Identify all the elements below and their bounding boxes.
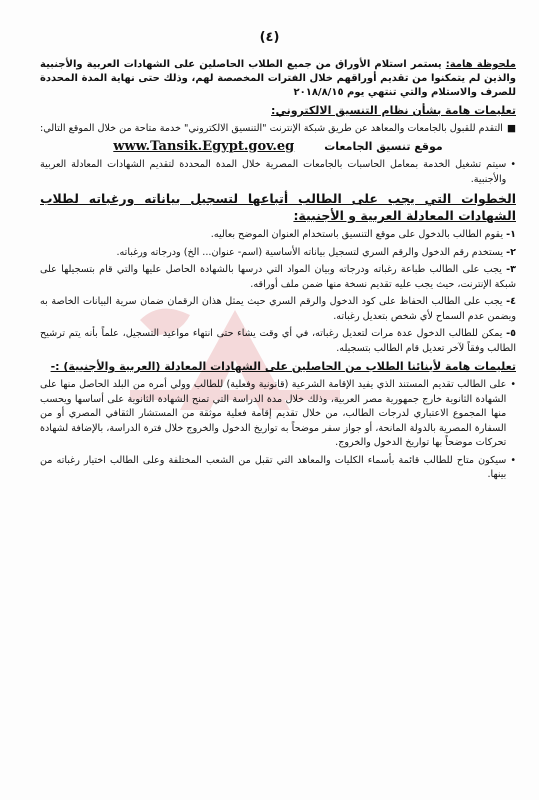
step-text: يجب على الطالب طباعة رغباته ودرجاته وبيان المواد التي درسها بالشهادة الحاصل عليها والتي قام بتسجيلها على شبكة الإنترنت، حيث يجب عليه تقديم نسخة منها ضمن ملف أوراقه. xyxy=(40,264,516,290)
website-link[interactable]: www.Tansik.Egypt.gov.eg xyxy=(113,138,295,154)
list-item-text: سيتم تشغيل الخدمة بمعامل الحاسبات بالجامعات المصرية خلال المدة المحددة لتقديم الشهادات المعادلة العربية والأجنبية. xyxy=(40,159,507,185)
list-item xyxy=(40,158,516,187)
step-number: ١- xyxy=(506,229,516,240)
note-label: ملحوظة هامة: xyxy=(445,59,516,70)
list-item xyxy=(40,122,516,137)
step-number: ٤- xyxy=(506,296,516,307)
bullet-icon: • xyxy=(510,159,516,170)
website-row xyxy=(40,140,516,155)
important-note xyxy=(40,58,516,100)
step-text: يقوم الطالب بالدخول على موقع التنسيق باستخدام العنوان الموضح بعاليه. xyxy=(210,229,504,240)
bullet-icon: • xyxy=(510,379,516,390)
step-number: ٢- xyxy=(506,246,516,258)
step-number: ٣- xyxy=(506,264,516,275)
section-heading-equivalent-certificates: تعليمات هامة لأبنائنا الطلاب من الحاصلين على الشهادات المعادلة (العربية والأجنبية) :- xyxy=(50,360,516,373)
section-heading-registration-steps: الخطوات التي يجب على الطالب أتباعها لتسجيل بياناته ورغباته لطلاب الشهادات المعادلة العربية و الأجنبية: xyxy=(40,191,516,223)
list-item xyxy=(40,378,516,451)
step-text: يجب على الطالب الحفاظ على كود الدخول والرقم السري حيث يمثل هذان الرقمان ضمان سرية البيانات الخاصة به ويضمن عدم السماح لأي شخص بتعديل رغباته. xyxy=(40,296,516,322)
step-number: ٥- xyxy=(506,328,516,339)
section-heading-electronic-coordination: تعليمات هامة بشأن نظام التنسيق الالكتروني: xyxy=(271,104,516,117)
list-item-text: التقدم للقبول بالجامعات والمعاهد عن طريق شبكة الإنترنت "التنسيق الالكتروني" خدمة متاحة من خلال الموقع التالي: xyxy=(40,123,503,134)
step-item xyxy=(40,263,516,292)
list-item-text: سيكون متاح للطالب قائمة بأسماء الكليات والمعاهد التي تقبل من الشعب المختلفة وعلى الطالب اختيار رغباته من بينها. xyxy=(40,454,507,480)
list-item-text: على الطالب تقديم المستند الذي يفيد الإقامة الشرعية (قانونية وفعلية) للطالب وولي أمره من البلد الحاصل منها على الشهادة الثانوية خارج جمهورية مصر العربية، وذلك خلال مدة الدراسة التي تمنح الشهادة الثانوية على أساسها ويحسب منها المجموع الاعتباري لدرجات الطالب، من خلال تقديم إقامة فعلية موثقة من المستشار الثقافي المصري أو من السفارة المصرية بالدولة المانحة، أو جواز سفر موضحاً به تواريخ الدخول والخروج خلال فترة الدراسة، بالإضافة لشهادة تحركات موضحاً بها تواريخ الدخول والخروج. xyxy=(40,379,507,448)
step-item xyxy=(40,228,516,243)
list-item xyxy=(40,454,516,483)
page-number: (٤) xyxy=(259,30,280,45)
document-body xyxy=(40,58,516,486)
step-item xyxy=(40,295,516,324)
step-text: يمكن للطالب الدخول عدة مرات لتعديل رغباته، في أي وقت يشاء حتى انتهاء مواعيد التسجيل، علماً بأنه يتم ترشيح الطالب وفقاً لآخر تعديل قام الطالب بتسجيله. xyxy=(40,328,516,354)
step-text: يستخدم رقم الدخول والرقم السري لتسجيل بياناته الأساسية (اسم- عنوان... الخ) ودرجاته ورغباته. xyxy=(116,246,504,258)
bullet-icon: ■ xyxy=(506,123,516,134)
bullet-icon: • xyxy=(510,454,516,466)
step-item xyxy=(40,327,516,356)
website-label: موقع تنسيق الجامعات xyxy=(324,139,443,153)
step-item xyxy=(40,246,516,261)
note-text: يستمر استلام الأوراق من جميع الطلاب الحاصلين على الشهادات العربية والأجنبية والذين لم يتمكنوا من تقديم أوراقهم خلال الفترات المخصصة لهم، وذلك حتى نهاية المدة المحددة للصرف والاستلام والتي تنتهي يوم ٢٠١٨/٨/١٥ xyxy=(40,59,516,98)
